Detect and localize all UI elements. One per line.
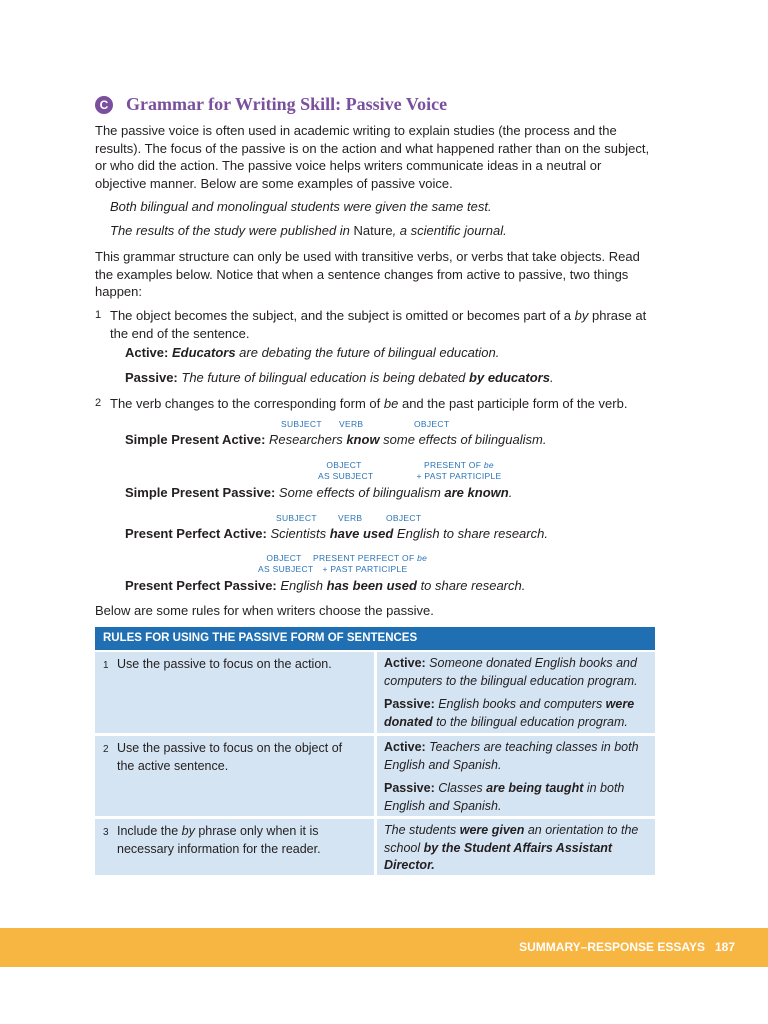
table-row-2-example: Active: Teachers are teaching classes in both English and Spanish. Passive: Classes are being taught in both English and Spanish.	[377, 736, 655, 816]
tag-verb: VERB	[339, 419, 364, 429]
tag-object-as-subject: OBJECT AS SUBJECT	[318, 460, 374, 481]
item-1-text: The object becomes the subject, and the subject is omitted or becomes part of a by phrase at the end of the sentence.	[110, 308, 647, 341]
tag-subject-2: SUBJECT	[276, 513, 317, 523]
page-number: 187	[714, 940, 735, 954]
tag-object-as-subject-2: OBJECT AS SUBJECT	[258, 553, 314, 574]
table-row-3-example: The students were given an orientation to the school by the Student Affairs Assistant Director.	[377, 819, 655, 875]
item-1-passive-example: Passive: The future of bilingual education is being debated by educators.	[125, 370, 554, 385]
tag-object: OBJECT	[414, 419, 450, 429]
footer-text	[509, 940, 735, 954]
item-2-text: The verb changes to the corresponding form of be and the past participle form of the verb.	[110, 396, 628, 411]
tag-present-of-be: PRESENT OF be + PAST PARTICIPLE	[416, 460, 502, 481]
tag-object-2: OBJECT	[386, 513, 422, 523]
item-2-number: 2	[95, 397, 102, 409]
example-1: Both bilingual and monolingual students were given the same test.	[110, 199, 492, 214]
intro-paragraph: The passive voice is often used in academic writing to explain studies (the process and the results). The focus of the passive is on the action and what happened rather than on the subject, or who did the action. The passive voice helps writers communicate ideas in a neutral or objective manner. Below are some examples of passive voice.	[95, 123, 650, 191]
table-row-1-example: Active: Someone donated English books and computers to the bilingual education program. Passive: English books and computers were donated to the bilingual education program.	[377, 652, 655, 733]
section-title: Grammar for Writing Skill: Passive Voice	[126, 94, 448, 114]
footer-bar	[0, 928, 768, 967]
simple-present-passive-example: Simple Present Passive: Some effects of bilingualism are known.	[125, 485, 513, 500]
section-badge: C	[95, 96, 113, 114]
item-1-number: 1	[95, 309, 102, 321]
rules-table-header: RULES FOR USING THE PASSIVE FORM OF SENTENCES	[95, 627, 655, 650]
tag-present-perfect-of-be: PRESENT PERFECT OF be + PAST PARTICIPLE	[313, 553, 428, 574]
example-2: The results of the study were published in Nature, a scientific journal.	[110, 223, 507, 238]
footer-section-title: SUMMARY–RESPONSE ESSAYS	[519, 940, 705, 954]
present-perfect-passive-example: Present Perfect Passive: English has been used to share research.	[125, 578, 526, 593]
tag-verb-2: VERB	[338, 513, 363, 523]
tag-subject: SUBJECT	[281, 419, 322, 429]
structure-paragraph: This grammar structure can only be used with transitive verbs, or verbs that take objects. Read the examples below. Notice that when a sentence changes from active to passive, two things happen:	[95, 249, 640, 299]
table-row-3-rule: 3 Include the by phrase only when it is necessary information for the reader.	[95, 819, 374, 875]
table-row-1-rule: 1 Use the passive to focus on the action.	[95, 652, 374, 733]
simple-present-active-example: Simple Present Active: Researchers know some effects of bilingualism.	[125, 432, 547, 447]
table-row-2-rule: 2 Use the passive to focus on the object of the active sentence.	[95, 736, 374, 816]
present-perfect-active-example: Present Perfect Active: Scientists have used English to share research.	[125, 526, 548, 541]
rules-intro: Below are some rules for when writers choose the passive.	[95, 603, 434, 618]
item-1-active-example: Active: Educators are debating the future of bilingual education.	[125, 345, 500, 360]
